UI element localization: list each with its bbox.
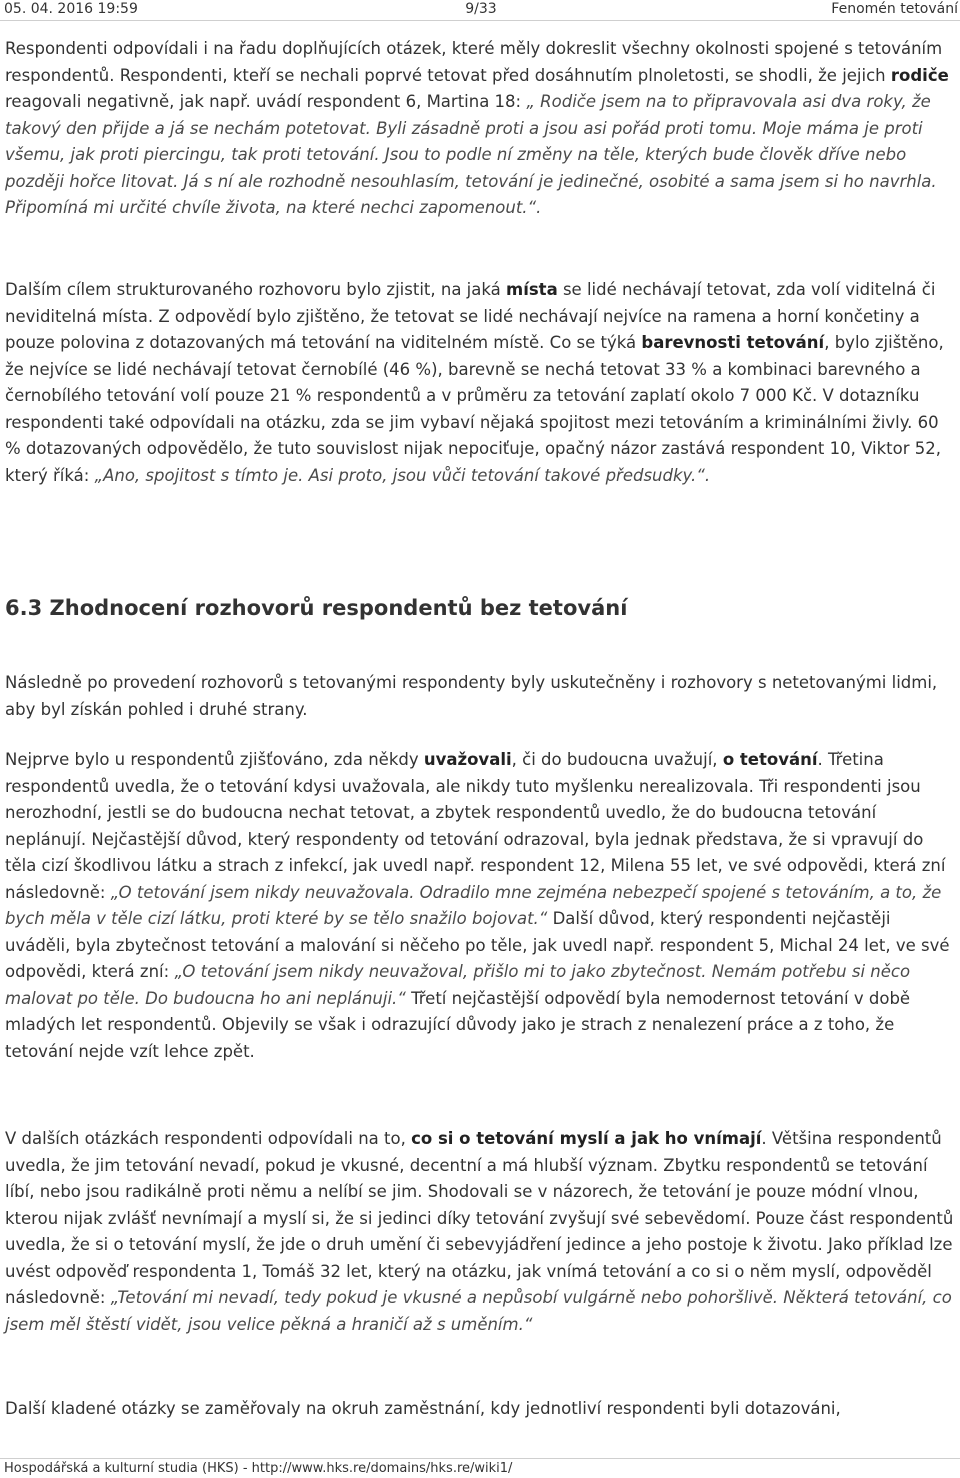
header-divider — [0, 20, 960, 21]
text: Další důvod, který respondenti nejčastěji uváděli, byla zbytečnost tetování a malování si něčeho po těle, jak uvedl např. respondent 5, Michal 24 let, ve své odpovědi, která zní: — [5, 909, 950, 981]
header-document-title: Fenomén tetování — [831, 1, 958, 17]
text: Nejprve bylo u respondentů zjišťováno, zda někdy — [5, 750, 424, 769]
bold-term: o tetování — [722, 750, 818, 769]
footer-divider — [0, 1458, 960, 1459]
bold-term: místa — [506, 280, 558, 299]
paragraph-tattoo-placement — [5, 277, 956, 489]
text: , či do budoucna uvažují, — [511, 750, 723, 769]
text: . Třetina respondentů uvedla, že o tetování kdysi uvažovala, ale nikdy tuto myšlenku nerealizovala. Tři respondenti jsou nerozhodní, jestli se do budoucna nechat tetovat, a zbytek respondentů uvedlo, že do budoucna tetování neplánují. Nejčastější důvod, který respondenty od tetování odrazoval, byla jednak představa, že si vpravují do těla cizí škodlivou látku a strach z infekcí, jak uvedl např. respondent 12, Milena 55 let, ve své odpovědi, která zní následovně: — [5, 750, 946, 902]
paragraph-opinions — [5, 1126, 956, 1338]
text: Následně po provedení rozhovorů s tetovanými respondenty byly uskutečněny i rozhovory s netetovanými lidmi, aby byl získán pohled i druhé strany. — [5, 673, 938, 719]
text: V dalších otázkách respondenti odpovídali na to, — [5, 1129, 412, 1148]
bold-term: uvažovali — [423, 750, 512, 769]
text: se lidé nechávají tetovat, zda volí viditelná či neviditelná místa. Z odpovědí bylo zjištěno, že tetovat se lidé nechávají nejvíce na ramena a horní končetiny a pouze polovina z dotazovaných má tetování na viditelném místě. Co se týká — [5, 280, 936, 352]
text: . Většina respondentů uvedla, že jim tetování nevadí, pokud je vkusné, decentní a má hlubší význam. Zbytku respondentů se tetování líbí, nebo jsou radikálně proti němu a nelíbí se jim. Shodovali se v názorech, že tetování je pouze módní vlnou, kterou nijak zvlášť nevnímají a myslí si, že si jedinci díky tetování zvyšují své sebevědomí. Pouze část respondentů uvedla, že si o tetování myslí, že jde o druh umění či sebevyjádření jedince a jeho postoje k životu. Jako příklad lze uvést odpověď respondenta 1, Tomáš 32 let, který na otázku, jak vnímá tetování a co si o něm myslí, odpověděl následovně: — [5, 1129, 954, 1307]
paragraph-considering-tattoo — [5, 747, 956, 1065]
paragraph-intro — [5, 670, 956, 723]
text: Třetí nejčastější odpovědí byla nemodernost tetování v době mladých let respondentů. Objevily se však i odrazující důvody jako je strach z nenalezení práce a z toho, že tetování nejde vzít lehce zpět. — [5, 988, 911, 1061]
bold-term: co si o tetování myslí a jak ho vnímají — [411, 1129, 762, 1148]
page-header — [4, 0, 958, 20]
paragraph-employment — [5, 1396, 956, 1423]
page-footer: Hospodářská a kulturní studia (HKS) - http://www.hks.re/domains/hks.re/wiki1/ — [4, 1461, 513, 1476]
header-datetime: 05. 04. 2016 19:59 — [4, 1, 138, 17]
paragraph-parents-reaction — [5, 36, 956, 222]
section-heading — [5, 591, 627, 625]
bold-term: rodiče — [890, 65, 949, 85]
bold-term: barevnosti tetování — [641, 333, 825, 352]
text: , bylo zjištěno, že nejvíce se lidé nechávají tetovat černobílé (46 %), barevně se nechá tetovat 33 % a kombinaci barevného a černobílého tetování volí pouze 21 % respondentů a v průměru za tetování zaplatí okolo 7 000 Kč. V dotazníku respondenti také odpovídali na otázku, zda se jim vybaví nějaká spojitost mezi tetováním a kriminálními živly. 60 % dotazovaných odpovědělo, že tuto souvislost nijak nepociťuje, opačný názor zastává respondent 10, Viktor 52, který říká: — [5, 333, 944, 485]
quote: „O tetování jsem nikdy neuvažoval, přišlo mi to jako zbytečnost. Nemám potřebu si něco malovat po těle. Do budoucna ho ani neplánuji.“ — [5, 962, 911, 1008]
quote: „O tetování jsem nikdy neuvažovala. Odradilo mne zejména nebezpečí spojené s tetováním, a to, že bych měla v těle cizí látku, proti které by se tělo snažilo bojovat.“ — [5, 882, 942, 928]
header-page-number: 9/33 — [465, 1, 497, 17]
text: Dalším cílem strukturovaného rozhovoru bylo zjistit, na jaká — [5, 280, 507, 299]
text: Další kladené otázky se zaměřovaly na okruh zaměstnání, kdy jednotliví respondenti byli dotazováni, — [5, 1399, 841, 1418]
section-title: Zhodnocení rozhovorů respondentů bez tetování — [42, 596, 628, 620]
quote: „Tetování mi nevadí, tedy pokud je vkusné a nepůsobí vulgárně nebo pohoršlivě. Některá tetování, co jsem měl štěstí vidět, jsou velice pěkná a hraničí až s uměním.“ — [5, 1288, 952, 1334]
quote: „Ano, spojitost s tímto je. Asi proto, jsou vůči tetování takové předsudky.“. — [94, 465, 711, 485]
text: Respondenti odpovídali i na řadu doplňujících otázek, které měly dokreslit všechny okolnosti spojené s tetováním respondentů. Respondenti, kteří se nechali poprvé tetovat před dosáhnutím plnoletosti, se shodli, že jejich — [5, 39, 943, 85]
text: reagovali negativně, jak např. uvádí respondent 6, Martina 18: — [5, 92, 527, 111]
quote: „ Rodiče jsem na to připravovala asi dva roky, že takový den přijde a já se nechám potetovat. Byli zásadně proti a jsou asi pořád proti tomu. Moje máma je proti všemu, jak proti piercingu, tak proti tetování. Jsou to podle ní změny na těle, kterých bude člověk dříve nebo později hořce litovat. Já s ní ale rozhodně nesouhlasím, tetování je jedinečné, osobité a sama jsem si ho navrhla. Připomíná mi určité chvíle života, na které nechci zapomenout.“. — [5, 92, 937, 217]
section-number: 6.3 — [5, 596, 43, 620]
